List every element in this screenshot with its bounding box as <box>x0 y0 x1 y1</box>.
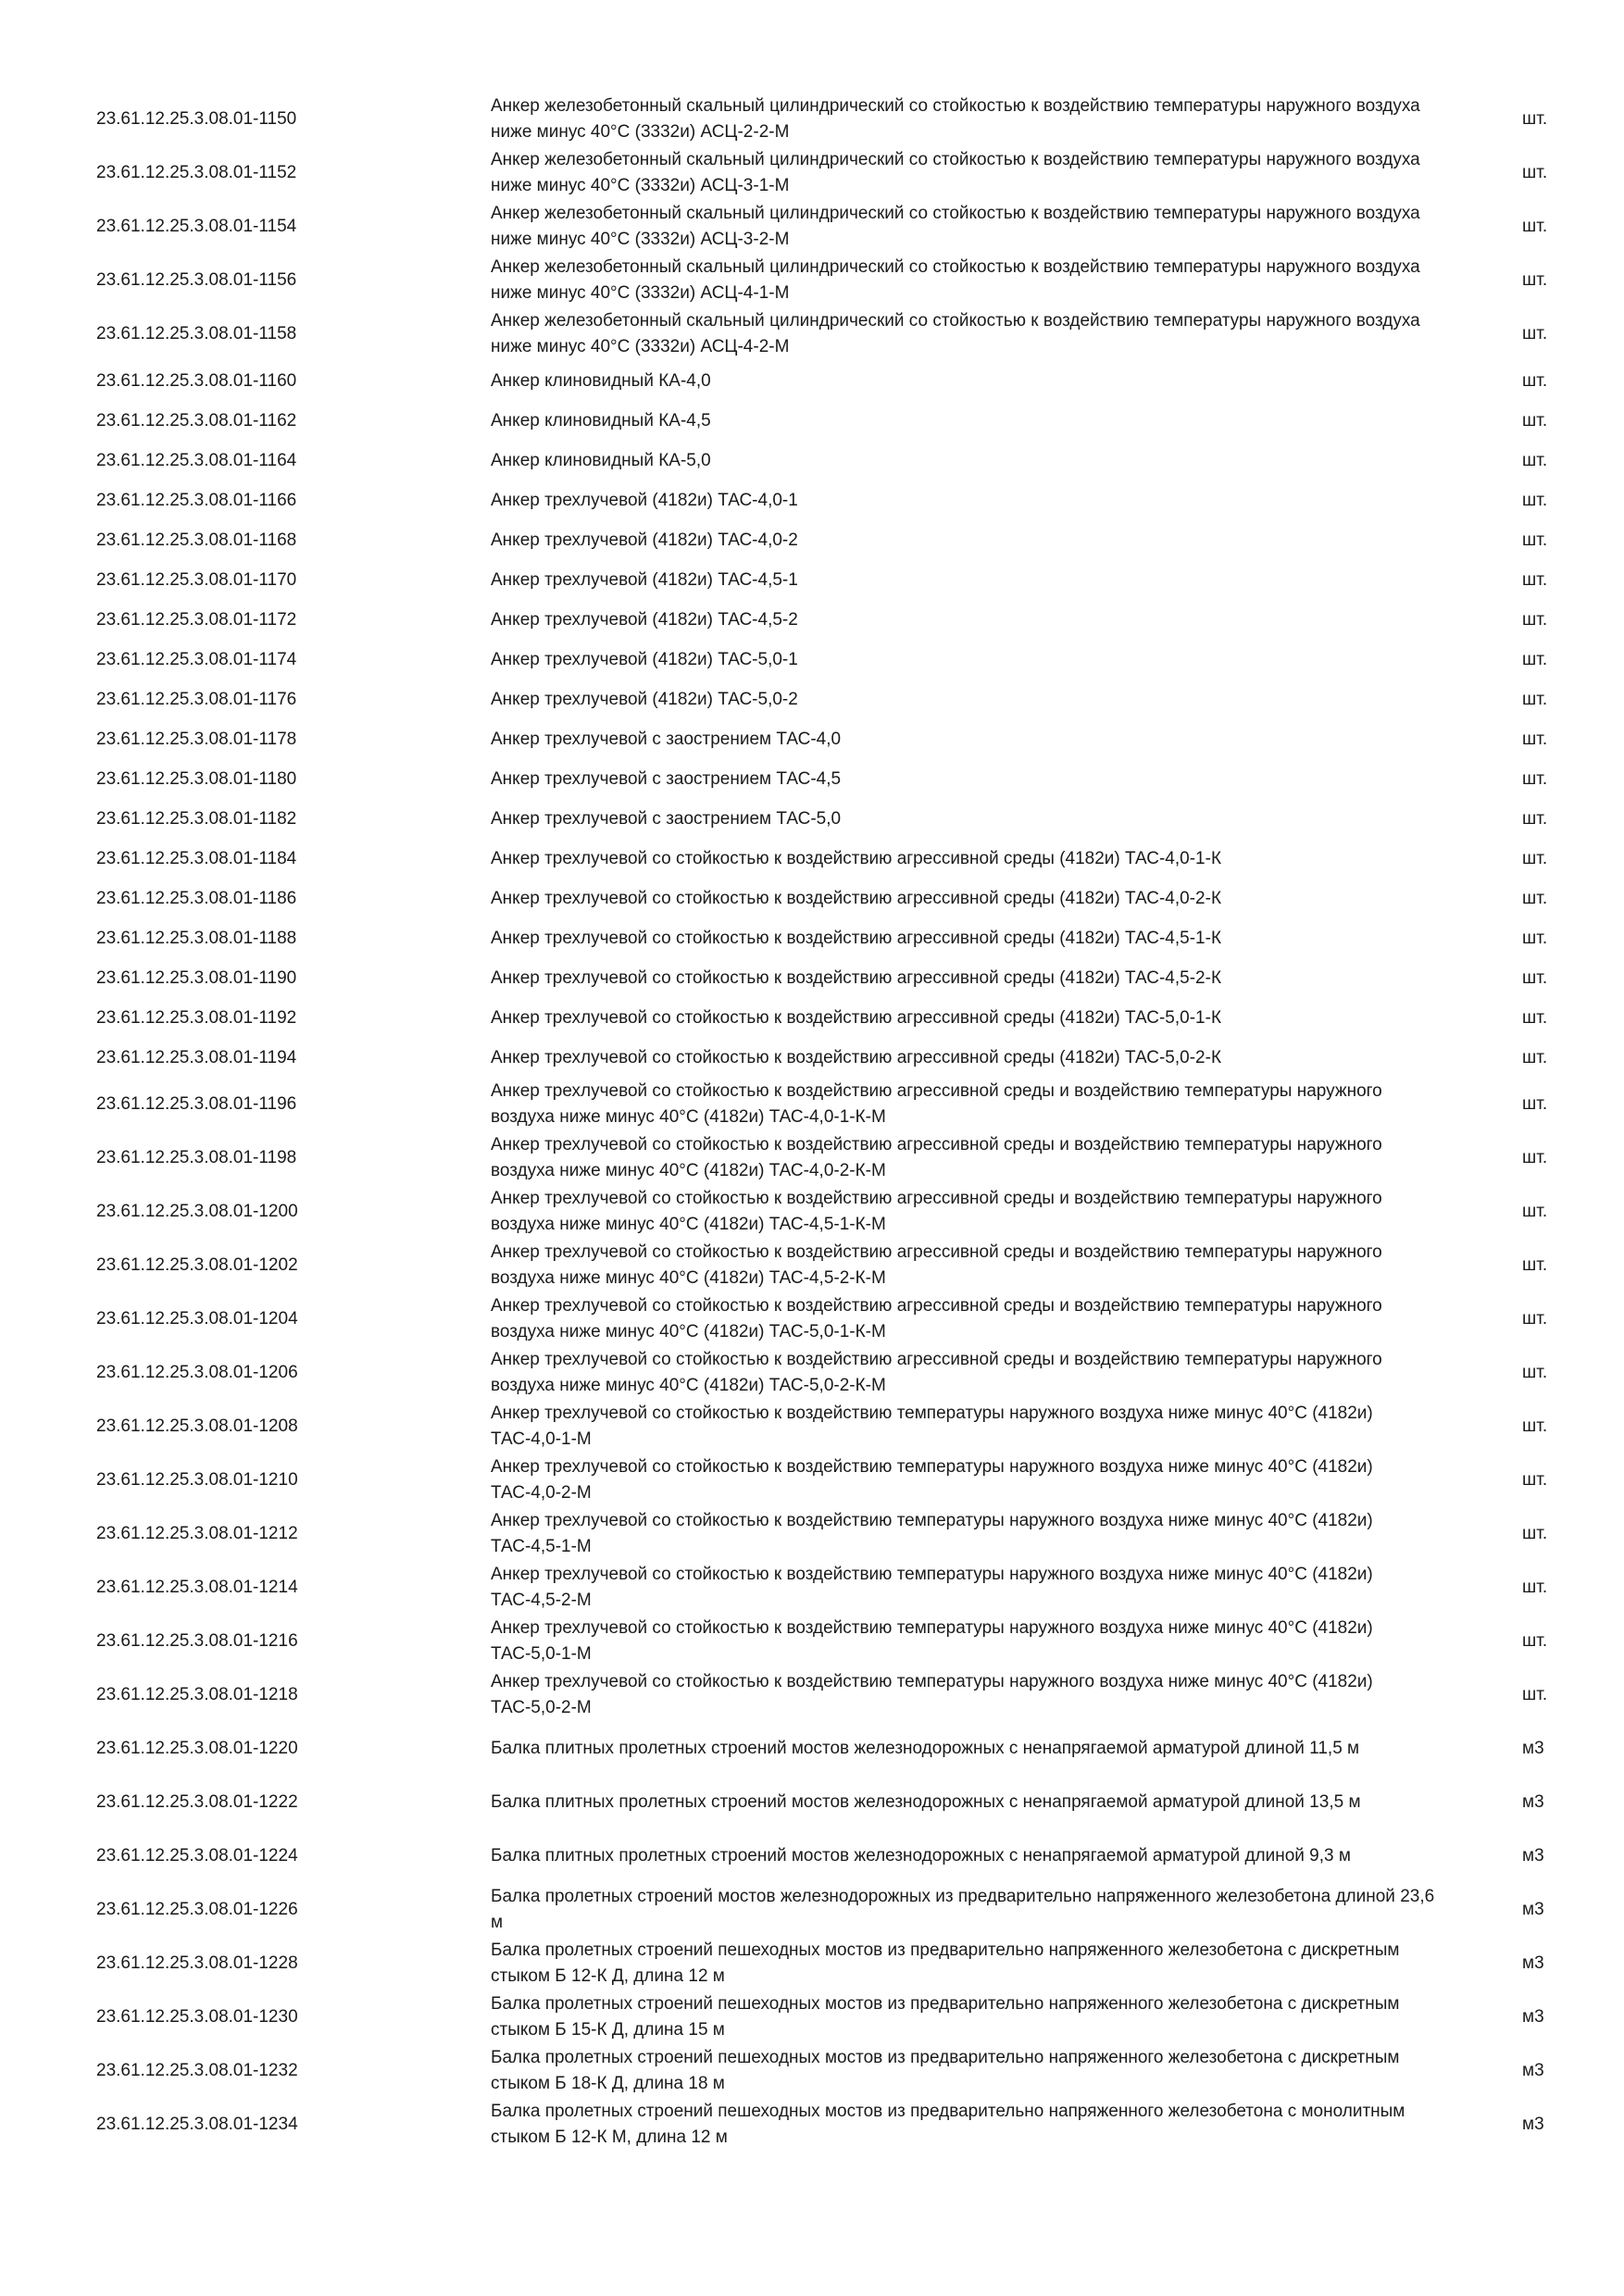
item-name: Анкер клиновидный КА-5,0 <box>491 450 711 470</box>
item-name: Анкер трехлучевой со стойкостью к воздействию агрессивной среды и воздействию температуры наружного воздуха ниже минус 40°С (4182и) ТАС-5,0-2-К-М <box>491 1350 1382 1395</box>
item-name: Балка пролетных строений мостов железнодорожных из предварительно напряженного железобетона длиной 23,6 м <box>491 1887 1435 1932</box>
item-unit: шт. <box>1522 649 1548 669</box>
item-unit: шт. <box>1522 768 1548 789</box>
table-row <box>0 520 1624 560</box>
item-unit: шт. <box>1522 928 1548 948</box>
item-name: Балка плитных пролетных строений мостов железнодорожных с ненапрягаемой арматурой длиной 9,3 м <box>491 1846 1351 1866</box>
item-name-cell <box>491 1507 1435 1561</box>
item-name: Анкер трехлучевой со стойкостью к воздействию агрессивной среды (4182и) ТАС-5,0-1-К <box>491 1007 1222 1028</box>
item-name: Анкер трехлучевой со стойкостью к воздействию температуры наружного воздуха ниже минус 40°С (4182и) ТАС-4,0-2-М <box>491 1457 1373 1503</box>
item-name-cell <box>491 680 1435 719</box>
item-name: Анкер трехлучевой со стойкостью к воздействию агрессивной среды и воздействию температуры наружного воздуха ниже минус 40°С (4182и) ТАС-5,0-1-К-М <box>491 1296 1382 1341</box>
item-code: 23.61.12.25.3.08.01-1178 <box>96 729 297 749</box>
item-unit: м3 <box>1522 2007 1544 2027</box>
item-unit: шт. <box>1522 530 1548 550</box>
table-row <box>0 640 1624 680</box>
item-unit: шт. <box>1522 1007 1548 1028</box>
item-name-cell <box>491 879 1435 918</box>
catalog-table <box>0 93 1624 2152</box>
item-code: 23.61.12.25.3.08.01-1152 <box>96 163 297 182</box>
item-name: Анкер трехлучевой со стойкостью к воздействию температуры наружного воздуха ниже минус 40°С (4182и) ТАС-4,5-2-М <box>491 1565 1373 1610</box>
item-name-cell <box>491 1561 1435 1615</box>
item-name: Балка пролетных строений пешеходных мостов из предварительно напряженного железобетона с дискретным стыком Б 18-К Д, длина 18 м <box>491 2048 1400 2093</box>
item-unit: шт. <box>1522 808 1548 829</box>
item-name-cell <box>491 401 1435 441</box>
table-row <box>0 1561 1624 1615</box>
table-row <box>0 1292 1624 1346</box>
item-code: 23.61.12.25.3.08.01-1232 <box>96 2061 298 2080</box>
table-row <box>0 1776 1624 1829</box>
item-unit: шт. <box>1522 1363 1548 1382</box>
item-name-cell <box>491 1990 1435 2044</box>
item-name: Анкер железобетонный скальный цилиндрический со стойкостью к воздействию температуры наружного воздуха ниже минус 40°С (3332и) АСЦ-2-2-М <box>491 96 1420 142</box>
item-name-cell <box>491 1292 1435 1346</box>
item-unit: м3 <box>1522 1739 1544 1758</box>
item-name-cell <box>491 1185 1435 1239</box>
item-code: 23.61.12.25.3.08.01-1168 <box>96 530 297 550</box>
item-code: 23.61.12.25.3.08.01-1192 <box>96 1007 297 1028</box>
item-name: Анкер железобетонный скальный цилиндрический со стойкостью к воздействию температуры наружного воздуха ниже минус 40°С (3332и) АСЦ-4-2-М <box>491 311 1420 356</box>
item-code: 23.61.12.25.3.08.01-1212 <box>96 1524 298 1543</box>
item-code: 23.61.12.25.3.08.01-1184 <box>96 848 297 868</box>
item-name: Анкер трехлучевой (4182и) ТАС-4,5-1 <box>491 569 798 590</box>
item-code: 23.61.12.25.3.08.01-1174 <box>96 649 297 669</box>
item-code: 23.61.12.25.3.08.01-1186 <box>96 888 297 908</box>
item-name-cell <box>491 1615 1435 1668</box>
item-name: Анкер трехлучевой со стойкостью к воздействию температуры наружного воздуха ниже минус 40°С (4182и) ТАС-5,0-2-М <box>491 1672 1373 1717</box>
table-row <box>0 146 1624 200</box>
table-row <box>0 1829 1624 1883</box>
item-unit: шт. <box>1522 450 1548 470</box>
item-name-cell <box>491 1454 1435 1507</box>
item-code: 23.61.12.25.3.08.01-1162 <box>96 410 297 430</box>
item-code: 23.61.12.25.3.08.01-1222 <box>96 1792 298 1812</box>
item-name-cell <box>491 441 1435 480</box>
item-unit: шт. <box>1522 888 1548 908</box>
item-unit: шт. <box>1522 1470 1548 1490</box>
item-code: 23.61.12.25.3.08.01-1206 <box>96 1363 298 1382</box>
table-row <box>0 560 1624 600</box>
item-unit: шт. <box>1522 1047 1548 1067</box>
item-code: 23.61.12.25.3.08.01-1220 <box>96 1739 298 1758</box>
item-code: 23.61.12.25.3.08.01-1196 <box>96 1094 297 1114</box>
table-row <box>0 1346 1624 1400</box>
item-unit: шт. <box>1522 1685 1548 1704</box>
table-row <box>0 998 1624 1038</box>
item-name: Анкер трехлучевой со стойкостью к воздействию температуры наружного воздуха ниже минус 40°С (4182и) ТАС-4,0-1-М <box>491 1404 1373 1449</box>
item-name: Анкер трехлучевой (4182и) ТАС-4,5-2 <box>491 609 798 630</box>
item-name-cell <box>491 2044 1435 2098</box>
table-row <box>0 1668 1624 1722</box>
item-name-cell <box>491 958 1435 998</box>
item-name-cell <box>491 759 1435 799</box>
item-name: Анкер клиновидный КА-4,5 <box>491 410 711 430</box>
item-name-cell <box>491 1937 1435 1990</box>
item-name: Анкер трехлучевой со стойкостью к воздействию агрессивной среды и воздействию температуры наружного воздуха ниже минус 40°С (4182и) ТАС-4,0-2-К-М <box>491 1135 1382 1180</box>
item-code: 23.61.12.25.3.08.01-1210 <box>96 1470 298 1490</box>
item-name-cell <box>491 1722 1435 1776</box>
item-name: Балка пролетных строений пешеходных мостов из предварительно напряженного железобетона с дискретным стыком Б 15-К Д, длина 15 м <box>491 1994 1400 2040</box>
table-row <box>0 1185 1624 1239</box>
table-row <box>0 1507 1624 1561</box>
item-code: 23.61.12.25.3.08.01-1218 <box>96 1685 298 1704</box>
item-name-cell <box>491 254 1435 307</box>
item-unit: м3 <box>1522 2061 1544 2080</box>
table-row <box>0 1937 1624 1990</box>
item-unit: шт. <box>1522 490 1548 510</box>
table-row <box>0 2044 1624 2098</box>
item-unit: шт. <box>1522 729 1548 749</box>
table-row <box>0 2098 1624 2152</box>
item-code: 23.61.12.25.3.08.01-1200 <box>96 1202 298 1221</box>
table-row <box>0 441 1624 480</box>
item-name-cell <box>491 146 1435 200</box>
table-row <box>0 600 1624 640</box>
item-name: Анкер трехлучевой с заострением ТАС-4,5 <box>491 768 842 789</box>
item-name-cell <box>491 1883 1435 1937</box>
item-code: 23.61.12.25.3.08.01-1154 <box>96 217 297 236</box>
item-name-cell <box>491 839 1435 879</box>
item-name-cell <box>491 600 1435 640</box>
item-name-cell <box>491 1131 1435 1185</box>
table-row <box>0 1038 1624 1078</box>
item-name: Балка пролетных строений пешеходных мостов из предварительно напряженного железобетона с монолитным стыком Б 12-К М, длина 12 м <box>491 2102 1405 2147</box>
item-code: 23.61.12.25.3.08.01-1224 <box>96 1846 298 1866</box>
item-name-cell <box>491 640 1435 680</box>
item-code: 23.61.12.25.3.08.01-1176 <box>96 689 297 709</box>
item-code: 23.61.12.25.3.08.01-1158 <box>96 324 297 343</box>
table-row <box>0 1454 1624 1507</box>
table-row <box>0 759 1624 799</box>
item-unit: шт. <box>1522 1202 1548 1221</box>
item-name-cell <box>491 799 1435 839</box>
item-code: 23.61.12.25.3.08.01-1160 <box>96 370 297 391</box>
item-unit: шт. <box>1522 1416 1548 1436</box>
item-name-cell <box>491 361 1435 401</box>
item-name-cell <box>491 520 1435 560</box>
item-code: 23.61.12.25.3.08.01-1216 <box>96 1631 298 1651</box>
item-name-cell <box>491 1346 1435 1400</box>
item-code: 23.61.12.25.3.08.01-1198 <box>96 1148 297 1167</box>
item-name: Анкер трехлучевой со стойкостью к воздействию агрессивной среды (4182и) ТАС-4,0-2-К <box>491 888 1222 908</box>
item-name: Балка пролетных строений пешеходных мостов из предварительно напряженного железобетона с дискретным стыком Б 12-К Д, длина 12 м <box>491 1940 1400 1986</box>
item-name: Балка плитных пролетных строений мостов железнодорожных с ненапрягаемой арматурой длиной 11,5 м <box>491 1739 1360 1758</box>
item-name: Анкер железобетонный скальный цилиндрический со стойкостью к воздействию температуры наружного воздуха ниже минус 40°С (3332и) АСЦ-3-1-М <box>491 150 1420 195</box>
item-code: 23.61.12.25.3.08.01-1214 <box>96 1578 298 1597</box>
item-name-cell <box>491 1239 1435 1292</box>
item-unit: шт. <box>1522 609 1548 630</box>
item-code: 23.61.12.25.3.08.01-1202 <box>96 1255 298 1275</box>
item-name-cell <box>491 1400 1435 1454</box>
table-row <box>0 1131 1624 1185</box>
item-name: Анкер железобетонный скальный цилиндрический со стойкостью к воздействию температуры наружного воздуха ниже минус 40°С (3332и) АСЦ-3-2-М <box>491 204 1420 249</box>
item-name: Анкер трехлучевой (4182и) ТАС-5,0-1 <box>491 649 798 669</box>
table-row <box>0 879 1624 918</box>
item-name: Анкер клиновидный КА-4,0 <box>491 370 711 391</box>
item-unit: шт. <box>1522 1524 1548 1543</box>
item-name-cell <box>491 1078 1435 1131</box>
item-unit: шт. <box>1522 1578 1548 1597</box>
item-code: 23.61.12.25.3.08.01-1194 <box>96 1047 297 1067</box>
item-code: 23.61.12.25.3.08.01-1188 <box>96 928 297 948</box>
item-name-cell <box>491 918 1435 958</box>
item-name: Анкер трехлучевой со стойкостью к воздействию агрессивной среды и воздействию температуры наружного воздуха ниже минус 40°С (4182и) ТАС-4,5-1-К-М <box>491 1189 1382 1234</box>
item-name-cell <box>491 480 1435 520</box>
item-unit: шт. <box>1522 1255 1548 1275</box>
item-name-cell <box>491 2098 1435 2152</box>
table-row <box>0 958 1624 998</box>
item-unit: шт. <box>1522 1631 1548 1651</box>
table-row <box>0 480 1624 520</box>
table-row <box>0 1400 1624 1454</box>
item-code: 23.61.12.25.3.08.01-1170 <box>96 569 297 590</box>
item-code: 23.61.12.25.3.08.01-1166 <box>96 490 297 510</box>
item-name: Анкер трехлучевой со стойкостью к воздействию температуры наружного воздуха ниже минус 40°С (4182и) ТАС-5,0-1-М <box>491 1618 1373 1664</box>
item-code: 23.61.12.25.3.08.01-1204 <box>96 1309 298 1329</box>
item-name: Анкер трехлучевой со стойкостью к воздействию агрессивной среды (4182и) ТАС-5,0-2-К <box>491 1047 1222 1067</box>
item-unit: шт. <box>1522 967 1548 988</box>
item-unit: шт. <box>1522 1094 1548 1114</box>
item-unit: шт. <box>1522 270 1548 290</box>
item-unit: шт. <box>1522 163 1548 182</box>
item-code: 23.61.12.25.3.08.01-1150 <box>96 109 297 129</box>
item-code: 23.61.12.25.3.08.01-1164 <box>96 450 297 470</box>
table-row <box>0 1615 1624 1668</box>
item-unit: шт. <box>1522 1148 1548 1167</box>
item-unit: шт. <box>1522 410 1548 430</box>
item-name: Анкер трехлучевой со стойкостью к воздействию температуры наружного воздуха ниже минус 40°С (4182и) ТАС-4,5-1-М <box>491 1511 1373 1556</box>
item-name-cell <box>491 1668 1435 1722</box>
table-row <box>0 839 1624 879</box>
table-row <box>0 680 1624 719</box>
item-name-cell <box>491 93 1435 146</box>
table-row <box>0 361 1624 401</box>
table-row <box>0 719 1624 759</box>
item-code: 23.61.12.25.3.08.01-1234 <box>96 2115 298 2134</box>
table-row <box>0 307 1624 361</box>
item-code: 23.61.12.25.3.08.01-1230 <box>96 2007 298 2027</box>
item-name: Анкер трехлучевой (4182и) ТАС-4,0-2 <box>491 530 798 550</box>
item-name: Анкер трехлучевой со стойкостью к воздействию агрессивной среды и воздействию температуры наружного воздуха ниже минус 40°С (4182и) ТАС-4,0-1-К-М <box>491 1081 1382 1127</box>
item-unit: шт. <box>1522 109 1548 129</box>
item-name: Анкер трехлучевой со стойкостью к воздействию агрессивной среды и воздействию температуры наружного воздуха ниже минус 40°С (4182и) ТАС-4,5-2-К-М <box>491 1242 1382 1288</box>
table-row <box>0 918 1624 958</box>
item-name: Балка плитных пролетных строений мостов железнодорожных с ненапрягаемой арматурой длиной 13,5 м <box>491 1792 1361 1812</box>
item-code: 23.61.12.25.3.08.01-1180 <box>96 768 297 789</box>
table-row <box>0 254 1624 307</box>
item-code: 23.61.12.25.3.08.01-1190 <box>96 967 297 988</box>
item-name-cell <box>491 998 1435 1038</box>
item-code: 23.61.12.25.3.08.01-1156 <box>96 270 297 290</box>
item-code: 23.61.12.25.3.08.01-1228 <box>96 1953 298 1973</box>
table-row <box>0 1239 1624 1292</box>
table-row <box>0 1078 1624 1131</box>
item-name: Анкер трехлучевой со стойкостью к воздействию агрессивной среды (4182и) ТАС-4,5-1-К <box>491 928 1222 948</box>
item-code: 23.61.12.25.3.08.01-1172 <box>96 609 297 630</box>
item-name: Анкер трехлучевой со стойкостью к воздействию агрессивной среды (4182и) ТАС-4,0-1-К <box>491 848 1222 868</box>
table-row <box>0 93 1624 146</box>
item-unit: шт. <box>1522 217 1548 236</box>
item-unit: м3 <box>1522 2115 1544 2134</box>
item-code: 23.61.12.25.3.08.01-1208 <box>96 1416 298 1436</box>
item-unit: шт. <box>1522 324 1548 343</box>
item-unit: шт. <box>1522 370 1548 391</box>
item-name: Анкер трехлучевой (4182и) ТАС-5,0-2 <box>491 689 798 709</box>
item-unit: м3 <box>1522 1792 1544 1812</box>
item-unit: шт. <box>1522 1309 1548 1329</box>
item-name: Анкер трехлучевой с заострением ТАС-4,0 <box>491 729 842 749</box>
item-name-cell <box>491 719 1435 759</box>
item-name: Анкер трехлучевой (4182и) ТАС-4,0-1 <box>491 490 798 510</box>
item-name-cell <box>491 1038 1435 1078</box>
item-unit: м3 <box>1522 1953 1544 1973</box>
item-code: 23.61.12.25.3.08.01-1182 <box>96 808 297 829</box>
item-name: Анкер железобетонный скальный цилиндрический со стойкостью к воздействию температуры наружного воздуха ниже минус 40°С (3332и) АСЦ-4-1-М <box>491 257 1420 303</box>
item-unit: шт. <box>1522 689 1548 709</box>
item-unit: м3 <box>1522 1846 1544 1866</box>
table-row <box>0 1722 1624 1776</box>
table-row <box>0 200 1624 254</box>
item-name-cell <box>491 1776 1435 1829</box>
item-name-cell <box>491 200 1435 254</box>
item-name-cell <box>491 307 1435 361</box>
table-row <box>0 1990 1624 2044</box>
table-row <box>0 799 1624 839</box>
item-unit: м3 <box>1522 1900 1544 1919</box>
item-name: Анкер трехлучевой с заострением ТАС-5,0 <box>491 808 842 829</box>
item-name-cell <box>491 560 1435 600</box>
item-code: 23.61.12.25.3.08.01-1226 <box>96 1900 298 1919</box>
item-name-cell <box>491 1829 1435 1883</box>
table-row <box>0 1883 1624 1937</box>
item-name: Анкер трехлучевой со стойкостью к воздействию агрессивной среды (4182и) ТАС-4,5-2-К <box>491 967 1222 988</box>
item-unit: шт. <box>1522 569 1548 590</box>
item-unit: шт. <box>1522 848 1548 868</box>
table-row <box>0 401 1624 441</box>
